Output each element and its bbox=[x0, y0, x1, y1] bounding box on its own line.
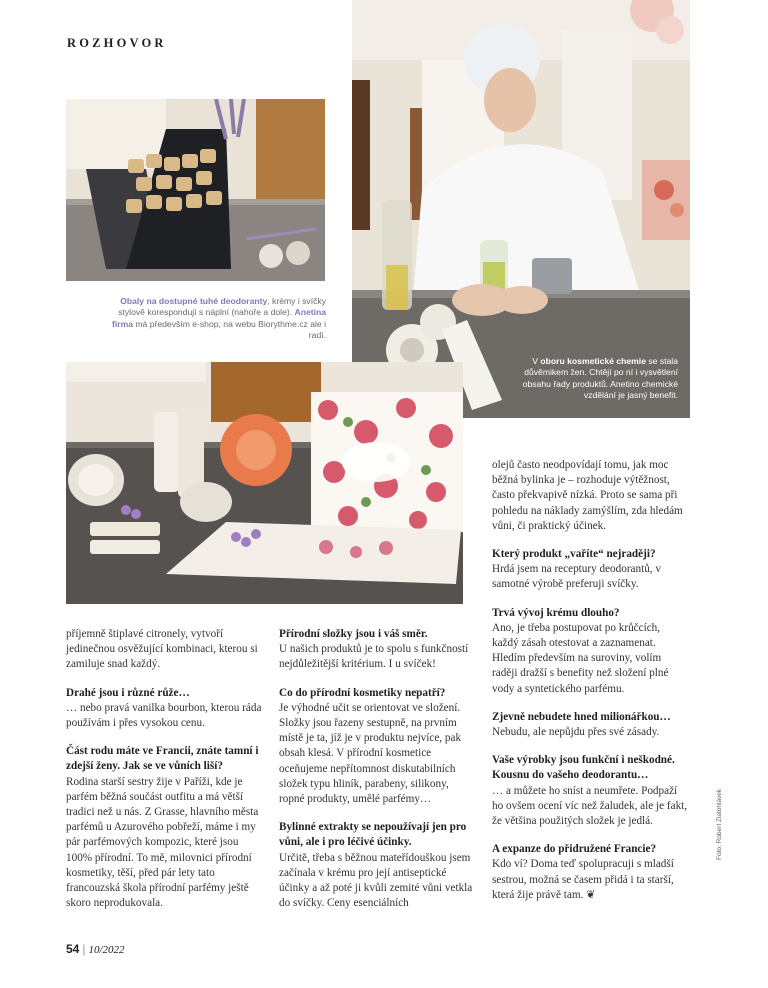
interview-question: A expanze do přidružené Francie? bbox=[492, 843, 657, 856]
page-number: 54 bbox=[66, 942, 80, 956]
text-column-2 bbox=[279, 627, 475, 924]
deodorant-basket-photo bbox=[66, 99, 325, 281]
interview-question: Zjevně nebudete hned milionářkou… bbox=[492, 710, 671, 723]
caption-left-text2: má především e-shop, na webu Biorythme.cz ale i radí. bbox=[133, 318, 326, 341]
interview-answer: Určitě, třeba s běžnou mateřídouškou jsem začínala v krému pro její antiseptické účinky a až poté ji kvůli zemité vůni vetkla do svíčky. Ceny esenciálních bbox=[279, 851, 473, 910]
issue-number: 10/2022 bbox=[88, 944, 125, 956]
interview-block bbox=[279, 686, 475, 808]
interview-question: Přírodní složky jsou i váš směr. bbox=[279, 628, 428, 640]
products-image bbox=[66, 362, 463, 604]
interview-answer: … nebo pravá vanilka bourbon, kterou ráda používám i přes vysokou cenu. bbox=[66, 701, 262, 730]
column1-paragraph: příjemně štiplavé citronely, vytvoří jedinečnou osvěžující kombinaci, kterou si zamiluje snad každý. bbox=[66, 628, 258, 671]
interview-answer: … a můžete ho sníst a neumřete. Podpaží ho ovšem ocení víc než žaludek, ale je fakt, že většina použitých složek je jedlá. bbox=[492, 784, 688, 828]
end-mark-icon: ❦ bbox=[586, 888, 596, 901]
interview-block bbox=[66, 686, 266, 732]
interview-block bbox=[66, 744, 266, 911]
interview-question: Trvá vývoj krému dlouho? bbox=[492, 606, 620, 619]
interview-block bbox=[279, 820, 475, 911]
interview-block bbox=[492, 547, 688, 593]
text-column-1 bbox=[66, 627, 266, 924]
caption-right-bold: oboru kosmetické chemie bbox=[540, 356, 646, 366]
interview-answer: Kdo ví? Doma teď spolupracuji s mladší sestrou, možná se časem přidá i ta starší, která žije právě tam. bbox=[492, 858, 674, 901]
caption-right-text1: V bbox=[532, 356, 541, 366]
interview-answer: U našich produktů je to spolu s funkčností nejdůležitější kritérium. I u svíček! bbox=[279, 643, 469, 671]
text-column-3 bbox=[492, 458, 688, 916]
caption-lab-photo bbox=[496, 356, 678, 402]
column3-paragraph: olejů často neodpovídají tomu, jak moc běžná bylinka je – rozhoduje výtěžnost, často překvapivě nízká. Proto se sama při pohledu na náklady zamýšlím, zda hledám vůni, či praktický účinek. bbox=[492, 459, 683, 532]
interview-question: Vaše výrobky jsou funkční i neškodné. Kousnu do vašeho deodorantu… bbox=[492, 754, 675, 782]
caption-left-text1: , krémy i svíčky stylově korespondují s náplní (nahoře a dole). bbox=[118, 296, 326, 318]
interview-answer: Ano, je třeba postupovat po krůčcích, každý zásah otestovat a zaznamenat. Hledím především na suroviny, volím raději dražší s benefity než složení plné vody a syntetického parfému. bbox=[492, 621, 669, 695]
interview-block bbox=[492, 606, 688, 697]
caption-right-text2: se stala důvěmikem žen. Chtějí po ní i vysvětlení obsahu řady produktů. Anetino chemické vzdělání je jasný benefit. bbox=[522, 356, 678, 401]
folio-divider: | bbox=[82, 942, 86, 956]
interview-block bbox=[492, 710, 688, 740]
interview-block bbox=[279, 627, 475, 673]
interview-block bbox=[492, 842, 688, 903]
products-photo bbox=[66, 362, 463, 604]
interview-answer: Je výhodné učit se orientovat ve složení. Složky jsou řazeny sestupně, na prvním místě je ta, jíž je v produktu nejvíce, pak obsah klesá. V přírodní kosmetice oceňujeme nepřítomnost diskutabilních složek typu hliník, parabeny, silikony, ropné produkty, umělé parfémy… bbox=[279, 701, 462, 806]
caption-top-left bbox=[112, 296, 326, 342]
interview-question: Část rodu máte ve Francii, znáte tamní i zdejší ženy. Jak se ve vůních liší? bbox=[66, 745, 259, 773]
caption-left-lead: Obaly na dostupné tuhé deodoranty bbox=[120, 296, 268, 306]
interview-question: Co do přírodní kosmetiky nepatří? bbox=[279, 686, 446, 699]
interview-block bbox=[492, 753, 688, 829]
section-label: ROZHOVOR bbox=[67, 36, 167, 50]
page-folio bbox=[66, 942, 125, 956]
interview-question: Který produkt „vaříte“ nejraději? bbox=[492, 548, 656, 561]
photo-credit: Foto: Robert Zlatohlávek bbox=[716, 788, 723, 860]
deodorant-basket-image bbox=[66, 99, 325, 281]
interview-answer: Rodina starší sestry žije v Paříži, kde je parfém běžná součást outfitu a má větší tradici než u nás. Z Grasse, hlavního města parfémů u Azurového pobřeží, máme i my pár parfémových kompozic, které jsou 100% přírodní. To mě, milovnici přírodní kosmetiky, těší, před pár lety tato francouzská škola přírodní parfémy ještě skoro neprodukovala. bbox=[66, 775, 259, 910]
caption-left-bold2: Anetina firma bbox=[112, 307, 326, 329]
interview-answer: Hrdá jsem na receptury deodorantů, v samotné výrobě preferuji svíčky. bbox=[492, 563, 661, 591]
interview-question: Drahé jsou i různé růže… bbox=[66, 686, 190, 699]
interview-question: Bylinné extrakty se nepoužívají jen pro vůni, ale i pro léčivé účinky. bbox=[279, 821, 467, 849]
interview-answer: Nebudu, ale nepůjdu přes své zásady. bbox=[492, 726, 660, 739]
